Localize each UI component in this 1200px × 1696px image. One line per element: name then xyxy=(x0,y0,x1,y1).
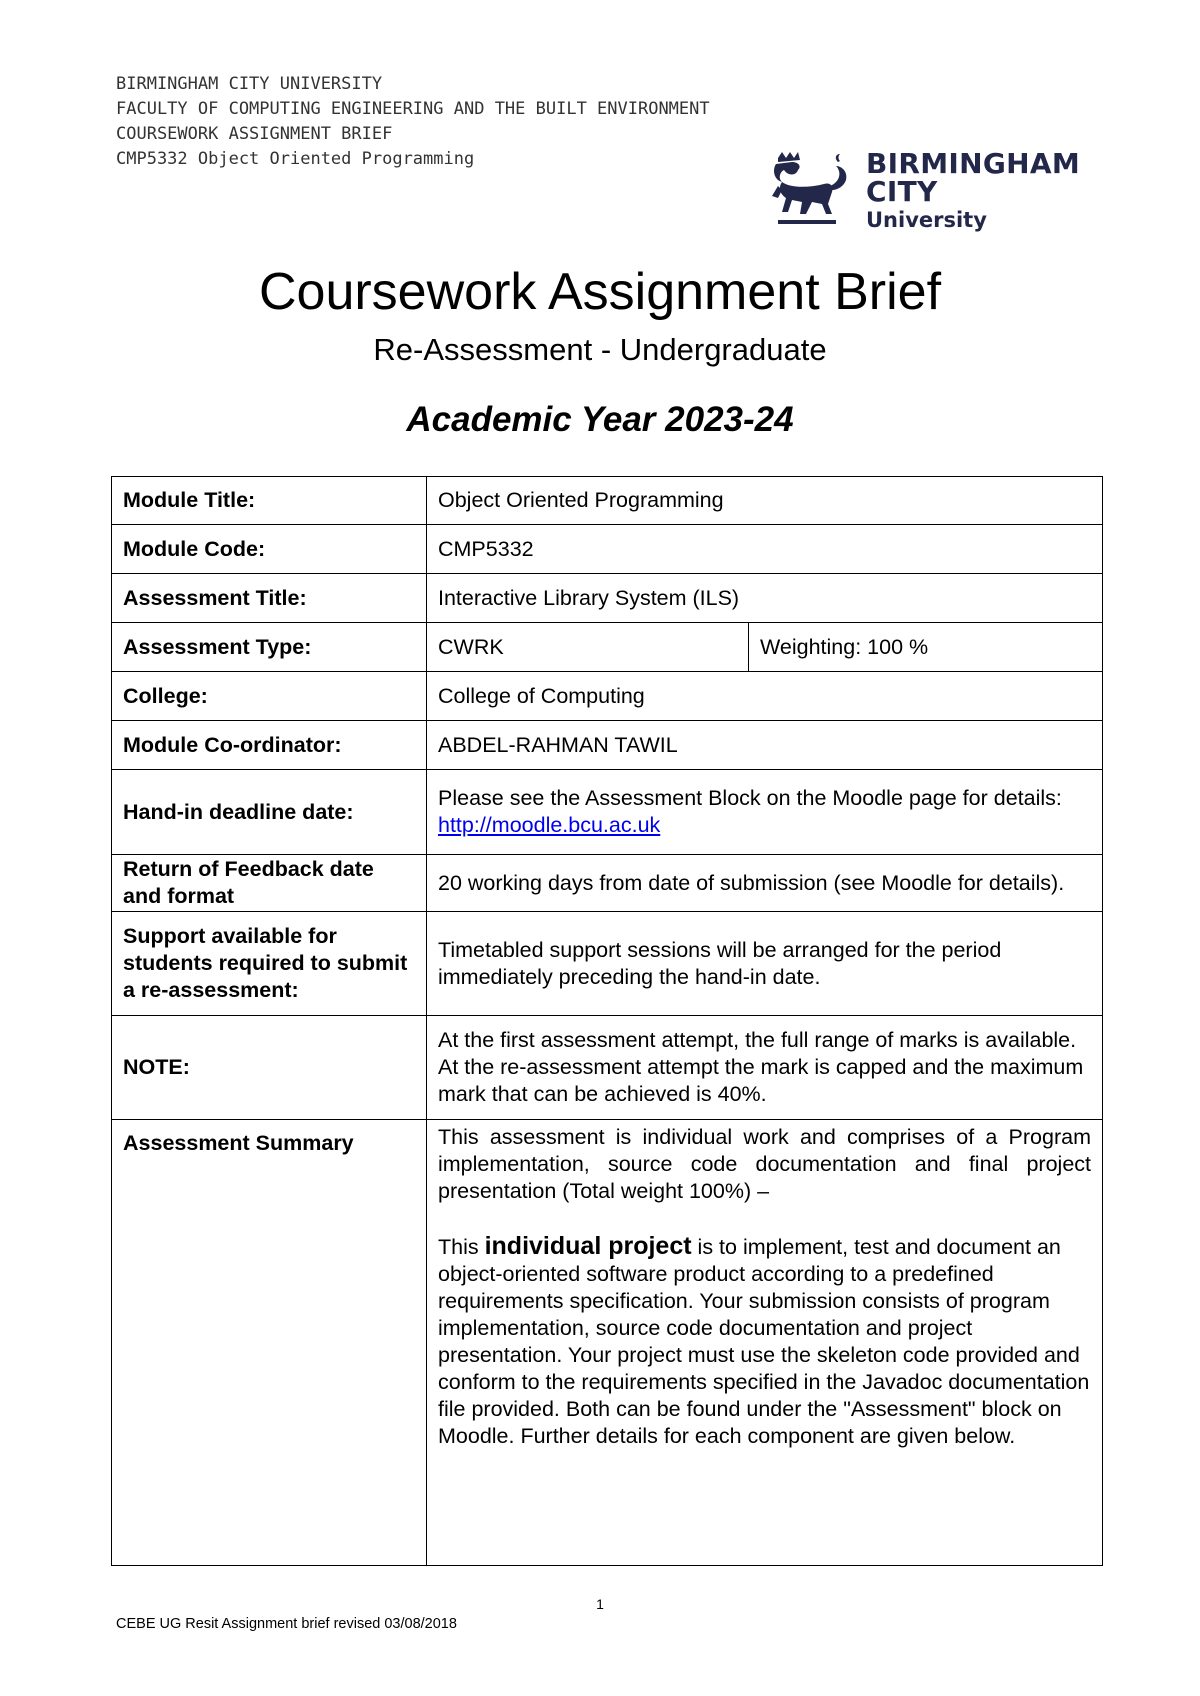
summary-p2-pre: This xyxy=(438,1235,485,1259)
footer-text: CEBE UG Resit Assignment brief revised 03/08/2018 xyxy=(116,1616,457,1632)
deadline-label: Hand-in deadline date: xyxy=(112,770,427,855)
summary-cell xyxy=(427,1120,1103,1566)
note-value: At the first assessment attempt, the full range of marks is available. At the re-assessment attempt the mark is capped and the maximum mark that can be achieved is 40%. xyxy=(427,1016,1103,1120)
header-faculty: FACULTY OF COMPUTING ENGINEERING AND THE BUILT ENVIRONMENT xyxy=(116,99,710,119)
coordinator-label: Module Co-ordinator: xyxy=(112,721,427,770)
summary-label: Assessment Summary xyxy=(112,1120,427,1566)
page-number: 1 xyxy=(596,1596,604,1612)
logo-line-1: BIRMINGHAM CITY xyxy=(866,146,1080,208)
table-row xyxy=(112,477,1103,525)
logo-line-2: University xyxy=(866,207,987,232)
lion-crest-icon xyxy=(768,152,852,228)
table-row xyxy=(112,912,1103,1016)
feedback-value: 20 working days from date of submission (see Moodle for details). xyxy=(427,855,1103,912)
college-value: College of Computing xyxy=(427,672,1103,721)
deadline-value: Please see the Assessment Block on the Moodle page for details: xyxy=(438,786,1062,810)
assessment-title-label: Assessment Title: xyxy=(112,574,427,623)
assignment-info-table xyxy=(111,476,1103,1566)
table-row xyxy=(112,1016,1103,1120)
module-code-label: Module Code: xyxy=(112,525,427,574)
summary-p2-post: is to implement, test and document an object-oriented software product according to a predefined requirements specification. Your submission consists of program implementation, source code documentation and project presentation. Your project must use the skeleton code provided and conform to the requirements specified in the Javadoc documentation file provided. Both can be found under the "Assessment" block on Moodle. Further details for each component are given below. xyxy=(438,1235,1090,1448)
module-title-value: Object Oriented Programming xyxy=(427,477,1103,525)
feedback-label: Return of Feedback date and format xyxy=(112,855,427,912)
table-row xyxy=(112,672,1103,721)
support-label: Support available for students required to submit a re-assessment: xyxy=(112,912,427,1016)
assessment-title-value: Interactive Library System (ILS) xyxy=(427,574,1103,623)
weighting-value: Weighting: 100 % xyxy=(749,623,1103,672)
header-module: CMP5332 Object Oriented Programming xyxy=(116,149,475,169)
table-row xyxy=(112,574,1103,623)
table-row xyxy=(112,525,1103,574)
university-logo xyxy=(768,146,1108,232)
note-label: NOTE: xyxy=(112,1016,427,1120)
support-value: Timetabled support sessions will be arranged for the period immediately preceding the hand-in date. xyxy=(427,912,1103,1016)
table-row xyxy=(112,721,1103,770)
coordinator-value: ABDEL-RAHMAN TAWIL xyxy=(427,721,1103,770)
module-title-label: Module Title: xyxy=(112,477,427,525)
table-row xyxy=(112,855,1103,912)
academic-year: Academic Year 2023-24 xyxy=(406,400,794,439)
summary-p2-strong: individual project xyxy=(484,1232,692,1260)
deadline-cell xyxy=(427,770,1103,855)
assessment-type-value: CWRK xyxy=(427,623,749,672)
table-row xyxy=(112,770,1103,855)
document-header xyxy=(116,72,710,172)
logo-wordmark xyxy=(866,146,1108,232)
header-university: BIRMINGHAM CITY UNIVERSITY xyxy=(116,74,383,94)
summary-paragraph-2 xyxy=(438,1233,1091,1450)
table-row xyxy=(112,1120,1103,1566)
header-brief-type: COURSEWORK ASSIGNMENT BRIEF xyxy=(116,124,393,144)
page-title: Coursework Assignment Brief xyxy=(258,263,942,321)
summary-paragraph-1: This assessment is individual work and comprises of a Program implementation, source code documentation and final project presentation (Total weight 100%) – xyxy=(438,1125,1091,1203)
module-code-value: CMP5332 xyxy=(427,525,1103,574)
assessment-type-label: Assessment Type: xyxy=(112,623,427,672)
moodle-link[interactable]: http://moodle.bcu.ac.uk xyxy=(438,813,661,837)
page-subtitle: Re-Assessment - Undergraduate xyxy=(373,332,827,367)
table-row xyxy=(112,623,1103,672)
college-label: College: xyxy=(112,672,427,721)
